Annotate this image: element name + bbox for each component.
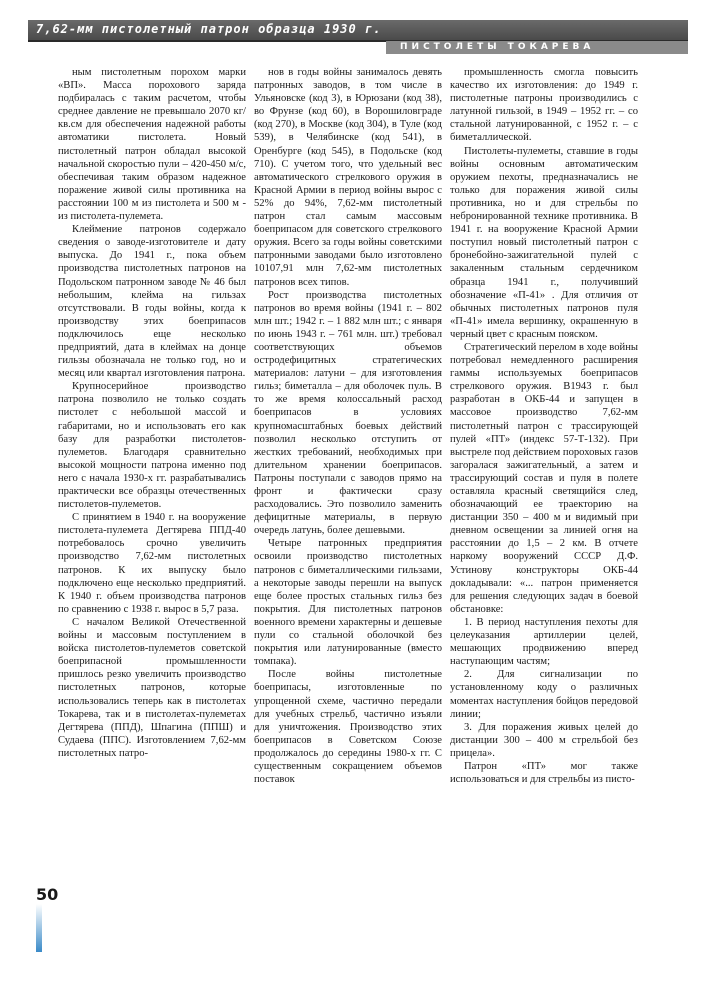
decorative-side-bar (36, 904, 42, 952)
paragraph: нов в годы войны занималось девять патронных заводов, в том числе в Ульяновске (код 3), в Юрюзани (код 38), во Фрунзе (код 60), в Ворошиловграде (код 270), в Москве (код 304), в Туле (код 539), в Челябинске (код 541), в Оренбурге (код 545), в Подольске (код 710). С учетом того, что удельный вес автоматического стрелкового оружия в Красной Армии в период войны вырос с 52% до 94%, 7,62-мм пистолетный патрон стал самым массовым боеприпасом для советского стрелкового оружия. Всего за годы войны советскими патронными заводами было изготовлено 10107,91 млн 7,62-мм пистолетных патронов всех типов. (254, 67, 442, 288)
text-column-1 (58, 66, 246, 914)
paragraph: Стратегический перелом в ходе войны потребовал немедленного расширения гаммы используемых боеприпасов стрелкового оружия. В1943 г. был разработан в ОКБ-44 и запущен в массовое производство 7,62-мм пистолетный патрон с трассирующей пулей «ПТ» (индекс 57-Т-132). При выстреле под действием пороховых газов загоралася зажигательный, а затем и трассирующий состав и пуля в полете оставляла красный светящийся след, обозначающий ее траекторию на дистанции 350 – 400 м и видимый при дневном освещении за линией огня на расстоянии до 1,5 – 2 км. В отчете наркому вооружений СССР Д.Ф. Устинову конструкторы ОКБ-44 докладывали: «... патрон применяется для решения следующих задач в боевой обстановке: (450, 341, 638, 615)
paragraph: Пистолеты-пулеметы, ставшие в годы войны основным автоматическим оружием пехоты, предназначались не только для поражения живой силы противника, но и для стрельбы по небронированной технике противника. В 1941 г. на вооружение Красной Армии поступил новый пистолетный патрон с бронебойно-зажигательной пулей с закаленным стальным сердечником образца 1941 г., получивший обозначение «П-41» . Для отличия от обычных пистолетных патронов пуля «П-41» имела вершинку, окрашенную в черный цвет с красным пояском. (450, 145, 638, 340)
paragraph: Рост производства пистолетных патронов во время войны (1941 г. – 802 млн шт.; 1942 г. – 1 882 млн шт.; с января по июнь 1943 г. – 761 млн. шт.) требовал соответствующих объемов остродефицитных стратегических материалов: латуни – для изготовления гильз; биметалла – для оболочек пуль. В то же время колоссальный расход боеприпасов в условиях крупномасштабных боевых действий позволил несколько отступить от жестких требований, необходимых при длительном хранении боеприпасов. Патроны поступали с заводов прямо на фронт и фактически сразу расходовались. Это позволило заменить дефицитные материалы, в первую очередь латунь, более дешевыми. (254, 289, 442, 537)
paragraph: Патрон «ПТ» мог также использоваться и для стрельбы из писто- (450, 760, 638, 786)
paragraph: После войны пистолетные боеприпасы, изготовленные по упрощенной схеме, частично передали для учебных стрельб, частично изъяли для уничтожения. Производство этих боеприпасов в Советском Союзе продолжалось до середины 1980-х гг. С существенным сокращением объемов поставок (254, 669, 442, 786)
paragraph: С принятием в 1940 г. на вооружение пистолета-пулемета Дегтярева ППД-40 потребовалось срочно увеличить производство 7,62-мм пистолетных патронов. К их выпуску было подключено еще несколько предприятий. К 1940 г. объем производства патронов по сравнению с 1938 г. вырос в 5,7 раза. (58, 512, 246, 615)
text-column-3 (450, 66, 638, 914)
paragraph: С началом Великой Отечественной войны и массовым поступлением в войска пистолетов-пулеметов советской боеприпасной промышленности пришлось резко увеличить производство пистолетных патронов, которые использовались теперь как в пистолетах Токарева, так и в пистолетах-пулеметах Дегтярева (ППД), Шпагина (ППШ) и Судаева (ППС). Изготовлением 7,62-мм пистолетных патро- (58, 616, 246, 759)
paragraph: 3. Для поражения живых целей до дистанции 300 – 400 м стрельбой без прицела». (450, 721, 638, 759)
paragraph: Четыре патронных предприятия освоили производство пистолетных патронов с биметаллическими гильзами, а некоторые заводы перешли на выпуск еще более простых стальных гильз без покрытия. Для пистолетных патронов военного времени характерны и дешевые пули со стальной оболочкой без покрытия или латунированные (вместо томпака). (254, 538, 442, 668)
section-title: ПИСТОЛЕТЫ ТОКАРЕВА (400, 42, 595, 52)
paragraph: Клеймение патронов содержало сведения о заводе-изготовителе и дату выпуска. До 1941 г., пока объем производства пистолетных патронов на Подольском патронном заводе № 46 был небольшим, клейма на гильзах отсутствовали. В годы войны, когда к производству этих боеприпасов подключилось еще несколько предприятий, дата в клеймах на донце гильзы обозначала не только год, но и месяц или квартал изготовления патрона. (58, 224, 246, 380)
text-column-2 (254, 66, 442, 914)
running-title: 7,62-мм пистолетный патрон образца 1930 г. (36, 22, 382, 36)
paragraph: Крупносерийное производство патрона позволило не только создать пистолет с небольшой массой и габаритами, но и использовать его как базу для разработки пистолетов-пулеметов. Благодаря сравнительно высокой мощности патрона именно под него с начала 1930-х гг. разрабатывались практически все образцы отечественных пистолетов-пулеметов. (58, 381, 246, 511)
paragraph: промышленность смогла повысить качество их изготовления: до 1949 г. пистолетные патроны производились с латунной гильзой, в 1949 – 1952 гг. – со стальной латунированной, с 1952 г. – с биметаллической. (450, 67, 638, 144)
paragraph: ным пистолетным порохом марки «ВП». Масса порохового заряда подбиралась с таким расчетом, чтобы среднее давление не превышало 2070 кг/кв.см для обеспечения надежной работы автоматики пистолета. Новый пистолетный патрон обладал высокой начальной скоростью пули – 420-450 м/с, обеспечивая таким образом надежное поражение живой силы противника на расстоянии 100 м из пистолета и 500 м - из пистолета-пулемета. (58, 67, 246, 223)
page-number: 50 (36, 885, 59, 904)
paragraph: 2. Для сигнализации по установленному коду о различных моментах наступления бойцов передовой линии; (450, 669, 638, 720)
paragraph: 1. В период наступления пехоты для целеуказания артиллерии целей, мешающих продвижению вперед наступающим частям; (450, 616, 638, 668)
